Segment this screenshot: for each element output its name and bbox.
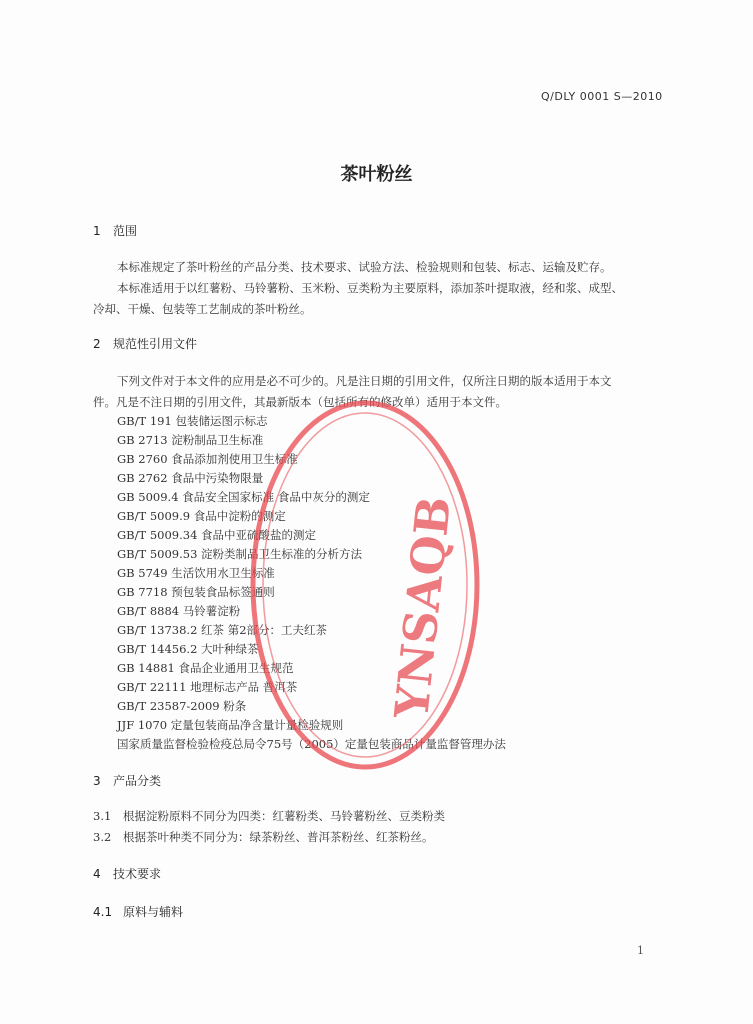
seal-code-text: YNSAQB	[384, 493, 462, 722]
scope-paragraph-1: 本标准规定了茶叶粉丝的产品分类、技术要求、试验方法、检验规则和包装、标志、运输及贮存。	[117, 260, 612, 274]
section-number: 2	[93, 337, 101, 351]
reference-item: GB/T 14456.2 大叶种绿茶	[117, 642, 259, 656]
section-3-heading	[93, 772, 161, 789]
reference-item: GB 5009.4 食品安全国家标准 食品中灰分的测定	[117, 490, 370, 504]
section-2-heading	[93, 335, 197, 352]
scope-paragraph-2-line-2: 冷却、干燥、包装等工艺制成的茶叶粉丝。	[93, 302, 312, 316]
section-title: 产品分类	[113, 774, 162, 788]
item-text: 根据茶叶种类不同分为：绿茶粉丝、普洱茶粉丝、红茶粉丝。	[123, 830, 434, 844]
section-4-heading	[93, 865, 161, 882]
reference-item: GB/T 13738.2 红茶 第2部分：工夫红茶	[117, 623, 328, 637]
section-4-1-heading	[93, 903, 183, 920]
section-number: 1	[93, 224, 101, 238]
item-number: 3.1	[93, 809, 112, 823]
classification-item	[93, 829, 434, 845]
reference-item: GB/T 191 包装储运图示标志	[117, 414, 268, 428]
section-number: 4.1	[93, 905, 113, 919]
document-title: 茶叶粉丝	[340, 164, 413, 185]
section-1-heading	[93, 222, 137, 239]
item-text: 根据淀粉原料不同分为四类：红薯粉类、马铃薯粉丝、豆类粉类	[123, 809, 445, 823]
references-intro-line-2: 件。凡是不注日期的引用文件，其最新版本（包括所有的修改单）适用于本文件。	[93, 395, 507, 409]
section-number: 3	[93, 774, 101, 788]
reference-item: GB/T 8884 马铃薯淀粉	[117, 604, 241, 618]
reference-item: GB/T 23587-2009 粉条	[117, 699, 247, 713]
reference-item: GB 14881 食品企业通用卫生规范	[117, 661, 294, 675]
reference-item: GB 2713 淀粉制品卫生标准	[117, 433, 264, 447]
reference-item: GB/T 5009.9 食品中淀粉的测定	[117, 509, 286, 523]
scope-paragraph-2-line-1: 本标准适用于以红薯粉、马铃薯粉、玉米粉、豆类粉为主要原料，添加茶叶提取液，经和浆、成型、	[117, 281, 623, 295]
reference-item: GB 5749 生活饮用水卫生标准	[117, 566, 275, 580]
reference-item: GB/T 5009.34 食品中亚硫酸盐的测定	[117, 528, 317, 542]
section-title: 技术要求	[113, 867, 162, 881]
references-intro-line-1: 下列文件对于本文件的应用是必不可少的。凡是注日期的引用文件，仅所注日期的版本适用于本文	[117, 374, 612, 388]
section-title: 范围	[113, 224, 138, 238]
document-number: Q/DLY 0001 S—2010	[541, 90, 663, 103]
page-number: 1	[637, 944, 644, 957]
reference-item: 国家质量监督检验检疫总局令75号（2005）定量包装商品计量监督管理办法	[117, 737, 506, 751]
section-title: 规范性引用文件	[113, 337, 198, 351]
section-title: 原料与辅料	[123, 905, 184, 919]
reference-item: GB/T 22111 地理标志产品 普洱茶	[117, 680, 298, 694]
reference-item: GB 7718 预包装食品标签通则	[117, 585, 275, 599]
item-number: 3.2	[93, 830, 112, 844]
section-number: 4	[93, 867, 101, 881]
reference-item: GB/T 5009.53 淀粉类制品卫生标准的分析方法	[117, 547, 363, 561]
reference-item: GB 2760 食品添加剂使用卫生标准	[117, 452, 298, 466]
reference-item: JJF 1070 定量包装商品净含量计量检验规则	[117, 718, 344, 732]
classification-item	[93, 808, 445, 824]
reference-item: GB 2762 食品中污染物限量	[117, 471, 264, 485]
